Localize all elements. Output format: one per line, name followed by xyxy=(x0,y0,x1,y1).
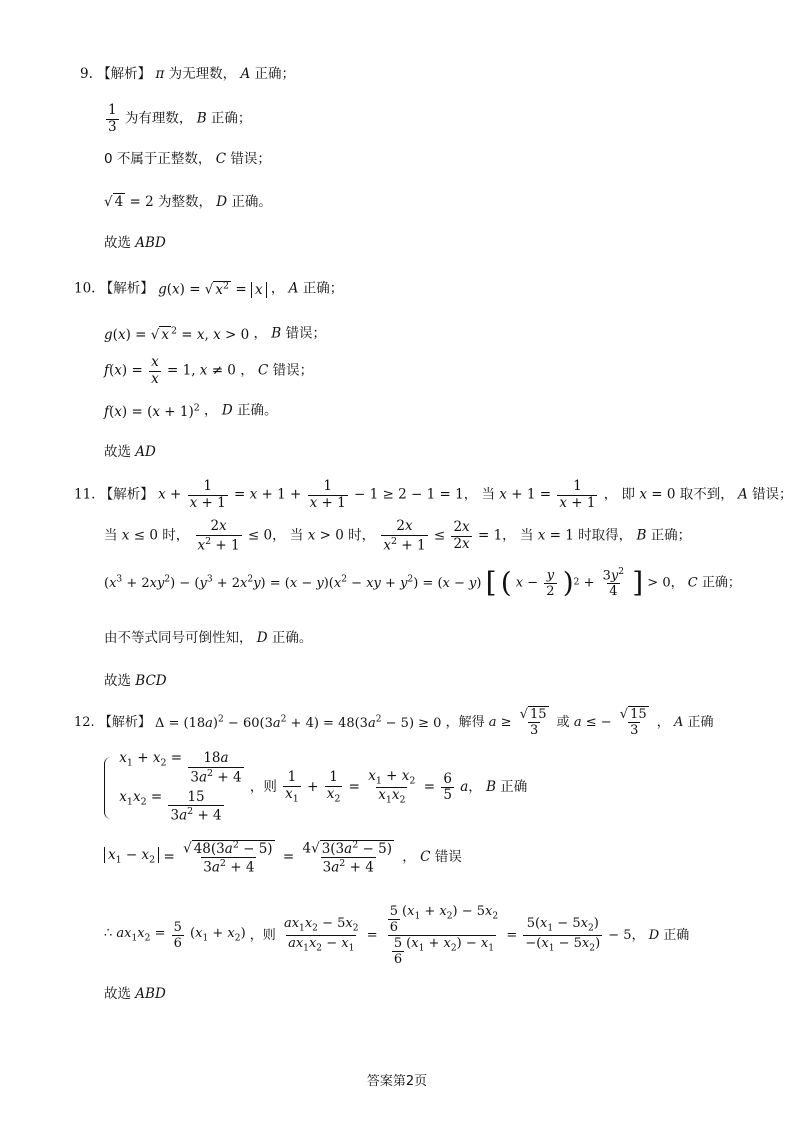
math-expression: x − xyxy=(515,575,539,591)
right-paren: ] xyxy=(632,566,644,600)
q9-text: 为整数， xyxy=(157,194,212,210)
unreachable-label: 取不到， xyxy=(679,486,734,503)
sqrt-expression: √ 4 = 2 xyxy=(104,194,154,210)
fraction: $\frac{1}{x + 1}$ xyxy=(309,478,346,511)
fraction: $\frac{√ 48(3a^2 - 5)}{3a^2 + 4}$ xyxy=(183,839,273,876)
instant-label: 即 xyxy=(621,486,636,503)
option-c: C xyxy=(687,575,698,591)
q12-line2 xyxy=(104,752,527,823)
q10-conclusion xyxy=(104,446,156,460)
fraction: $\frac{15}{3a^2 + 4}$ xyxy=(170,788,222,824)
q9-line3 xyxy=(104,153,271,167)
or-label: 或 xyxy=(556,715,570,730)
math-expression: > 0， xyxy=(647,575,684,591)
q9-verdict: 正确； xyxy=(254,66,295,82)
math-expression: x + 1 = xyxy=(499,486,552,503)
separator: ， xyxy=(204,402,218,419)
fraction: $\frac{x}{x}$ xyxy=(151,354,159,387)
fraction: $\frac{2x}{x^2 + 1}$ xyxy=(197,518,240,553)
answer: BCD xyxy=(135,673,167,689)
q11-verdict: 正确； xyxy=(650,527,692,544)
option-a: A xyxy=(240,66,251,82)
fraction: $\frac{x_1 + x_2}{x_1x_2}$ xyxy=(368,767,416,806)
option-a: A xyxy=(288,280,299,297)
q9-tag: 【解析】 xyxy=(97,66,152,82)
q10-verdict: 错误； xyxy=(285,325,327,342)
q10-verdict: 错误； xyxy=(272,362,314,379)
when-label: 当 xyxy=(289,527,304,544)
q12-line4 xyxy=(104,905,689,966)
when-label: 当 xyxy=(519,527,534,544)
q9-verdict: 正确； xyxy=(210,110,252,127)
var-a: a xyxy=(460,778,469,795)
option-c: C xyxy=(215,151,227,167)
q10-verdict: 正确； xyxy=(302,280,344,297)
q10-line3 xyxy=(104,356,313,386)
option-d: D xyxy=(256,630,268,646)
fraction: $\frac{5(x_1 - 5x_2)}{-(x_1 - 5x_2)}$ xyxy=(525,916,601,954)
q11-line3 xyxy=(104,568,741,598)
equation-system xyxy=(119,752,245,823)
fraction: $\frac{18a}{3a^2 + 4}$ xyxy=(190,750,242,785)
exponent: 2 xyxy=(573,577,580,588)
fraction: $\frac{2x}{x^2 + 1}$ xyxy=(383,518,426,553)
option-d: D xyxy=(648,928,660,943)
q10-line4 xyxy=(104,403,277,419)
conclusion-label: 故选 xyxy=(104,986,131,1002)
q11-verdict: 正确。 xyxy=(271,630,313,646)
operator: + xyxy=(583,575,595,591)
page-footer: 答案第2页 xyxy=(366,1074,428,1089)
func-f: f xyxy=(104,362,109,379)
q12-verdict: 正确 xyxy=(663,928,690,943)
option-b: B xyxy=(196,110,207,127)
math-expression: − 5， xyxy=(608,928,645,943)
fraction: $\frac{4√ 3(3a^2 - 5)}{3a^2 + 4}$ xyxy=(302,839,392,876)
answer: AD xyxy=(135,444,156,460)
q11-conclusion xyxy=(104,675,167,689)
left-paren: [ xyxy=(485,566,497,600)
q10-number: 10. xyxy=(74,280,96,297)
math-expression: a ≤ − xyxy=(573,715,612,730)
then-label: ，则 xyxy=(249,928,276,943)
math-expression: x = 0 xyxy=(639,486,676,503)
operator: + xyxy=(165,486,182,503)
fraction: $\frac{6}{5}$ xyxy=(443,770,452,803)
q11-tag: 【解析】 xyxy=(99,486,154,503)
q10-line1 xyxy=(74,281,343,297)
separator: ， xyxy=(240,362,254,379)
solve-label: ，解得 xyxy=(445,715,485,730)
answer: ABD xyxy=(135,235,166,251)
fraction: $\frac{y}{2}$ xyxy=(546,567,555,599)
math-expression: g(x) = √ x $^2$ = x, x > 0 xyxy=(104,325,250,343)
left-paren: ( xyxy=(500,566,512,600)
q12-verdict: 正确 xyxy=(500,778,528,795)
fraction: $\frac{1}{x + 1}$ xyxy=(559,478,596,511)
abs-expression: $x_1 - x_2$ xyxy=(104,847,159,863)
operator: = xyxy=(163,848,175,865)
math-expression: = 1, x ≠ 0 xyxy=(167,362,236,379)
math-expression: − 1 ≥ 2 − 1 = 1， xyxy=(354,486,478,503)
q10-line2 xyxy=(104,326,326,342)
fraction: $\frac{√ 15}{3}$ xyxy=(619,707,647,738)
option-c: C xyxy=(257,362,269,379)
q9-conclusion xyxy=(104,237,166,251)
equation: $x_1 + x_2$ = $\frac{18a}{3a^2 + 4}$ xyxy=(119,750,242,785)
fraction: $\frac{1}{x_1}$ xyxy=(285,769,299,805)
fraction: $\frac{1}{x + 1}$ xyxy=(189,478,226,511)
math-expression: g(x) = √ $x^2 = x$ xyxy=(158,281,267,298)
q12-verdict: 错误 xyxy=(434,848,462,865)
q11-verdict: 错误； xyxy=(752,486,793,503)
q9-pi: π xyxy=(155,66,165,82)
math-expression: $(x_1 + x_2)$ xyxy=(190,926,246,944)
when-time-label: 时， xyxy=(162,527,190,544)
separator: ， xyxy=(468,778,482,795)
separator: ， xyxy=(253,325,267,342)
option-c: C xyxy=(420,848,431,865)
math-expression: x ≤ 0 xyxy=(121,527,158,544)
when-time-label: 时， xyxy=(348,527,376,544)
q12-tag: 【解析】 xyxy=(98,715,151,730)
q11-line2 xyxy=(104,520,691,553)
option-b: B xyxy=(636,527,647,544)
fraction: $\frac{1}{x_2}$ xyxy=(326,769,341,805)
math-expression: $(x^3 + 2xy^2) - (y^3 + 2x^2y) = (x - y)(x^2$ − xy + $y^2) = (x - y)$ xyxy=(104,574,482,592)
math-expression: ∴ $ax_1x_2$ = xyxy=(104,926,166,944)
option-d: D xyxy=(221,402,233,419)
fraction: $\frac{5}{6}$ xyxy=(393,936,403,967)
separator: ， xyxy=(603,486,618,503)
q9-line4 xyxy=(104,196,272,210)
q9-number: 9. xyxy=(80,66,93,82)
option-b: B xyxy=(271,325,282,342)
q11-line4 xyxy=(104,632,312,646)
attained-label: 时取得， xyxy=(578,527,633,544)
separator: ， xyxy=(656,715,670,730)
math-expression: = x + 1 + xyxy=(234,486,302,503)
q12-line1 xyxy=(74,708,713,737)
q11-verdict: 正确； xyxy=(701,575,741,591)
q9-text: 0 不属于正整数， xyxy=(104,151,212,167)
option-a: A xyxy=(738,486,748,503)
q11-line1 xyxy=(74,480,793,510)
operator: + xyxy=(307,778,319,795)
operator: ≤ xyxy=(433,527,446,544)
q9-text: 为有理数， xyxy=(124,110,193,127)
q11-number: 11. xyxy=(74,486,96,503)
q10-verdict: 正确。 xyxy=(236,402,278,419)
math-expression: ≤ 0， xyxy=(247,527,286,544)
math-expression: $\Delta = (18a)^2 - 60(3a^2 + 4) = 48(3a^2 - 5) \ge 0$ xyxy=(154,714,442,731)
operator: = xyxy=(282,848,295,865)
conclusion-label: 故选 xyxy=(104,673,131,689)
q10-tag: 【解析】 xyxy=(99,280,154,297)
equation: $x_1x_2$ = $\frac{15}{3a^2 + 4}$ xyxy=(119,788,222,824)
var-x: x xyxy=(158,486,166,503)
math-expression: x > 0 xyxy=(307,527,344,544)
math-expression: a ≥ xyxy=(488,715,512,730)
math-expression: $f(x) = (x + 1)^2$ xyxy=(104,402,200,420)
operator: = xyxy=(348,778,360,795)
fraction: $\frac{5}{6}$ xyxy=(389,904,399,935)
fraction: $\frac{5}{6}$ $(x_1 + x_2) - 5x_2$ $\frac{5}{6}$ $(x_1 + x_2) - x_1$ xyxy=(389,904,499,967)
conclusion-label: 故选 xyxy=(104,444,131,460)
q9-line1 xyxy=(80,68,295,82)
q11-text: 由不等式同号可倒性知， xyxy=(104,630,253,646)
brace xyxy=(104,757,111,819)
q9-line2 xyxy=(104,104,251,134)
q9-verdict: 正确。 xyxy=(231,194,272,210)
separator: ， xyxy=(402,848,416,865)
separator: ， xyxy=(270,280,285,297)
option-d: D xyxy=(216,194,228,210)
fraction: $\frac{ax_1x_2 - 5x_2}{ax_1x_2 - x_1}$ xyxy=(283,916,359,954)
fraction: $\frac{3y^2}{4}$ xyxy=(602,567,625,600)
conclusion-label: 故选 xyxy=(104,235,131,251)
func-arg: (x) = xyxy=(109,362,143,379)
fraction: $\frac{1}{3}$ xyxy=(108,102,117,135)
then-label: ，则 xyxy=(249,778,277,795)
right-paren: ) xyxy=(562,566,574,600)
fraction: $\frac{5}{6}$ xyxy=(173,920,182,951)
q12-number: 12. xyxy=(74,715,95,730)
operator: = xyxy=(506,928,518,943)
fraction: $\frac{2x}{2x}$ xyxy=(453,519,470,552)
option-b: B xyxy=(486,778,496,795)
operator: = xyxy=(423,778,436,795)
math-expression: x = 1 xyxy=(537,527,574,544)
when-label: 当 xyxy=(104,527,118,544)
q12-conclusion xyxy=(104,988,166,1002)
math-expression: = 1， xyxy=(477,527,516,544)
operator: = xyxy=(366,928,378,943)
fraction: $\frac{√ 15}{3}$ xyxy=(519,707,547,738)
q12-line3 xyxy=(104,840,462,875)
q9-text: 为无理数， xyxy=(168,66,237,82)
option-a: A xyxy=(673,715,684,730)
q12-verdict: 正确 xyxy=(687,715,714,730)
answer: ABD xyxy=(135,986,166,1002)
when-label: 当 xyxy=(481,486,495,503)
q9-verdict: 错误； xyxy=(230,151,271,167)
